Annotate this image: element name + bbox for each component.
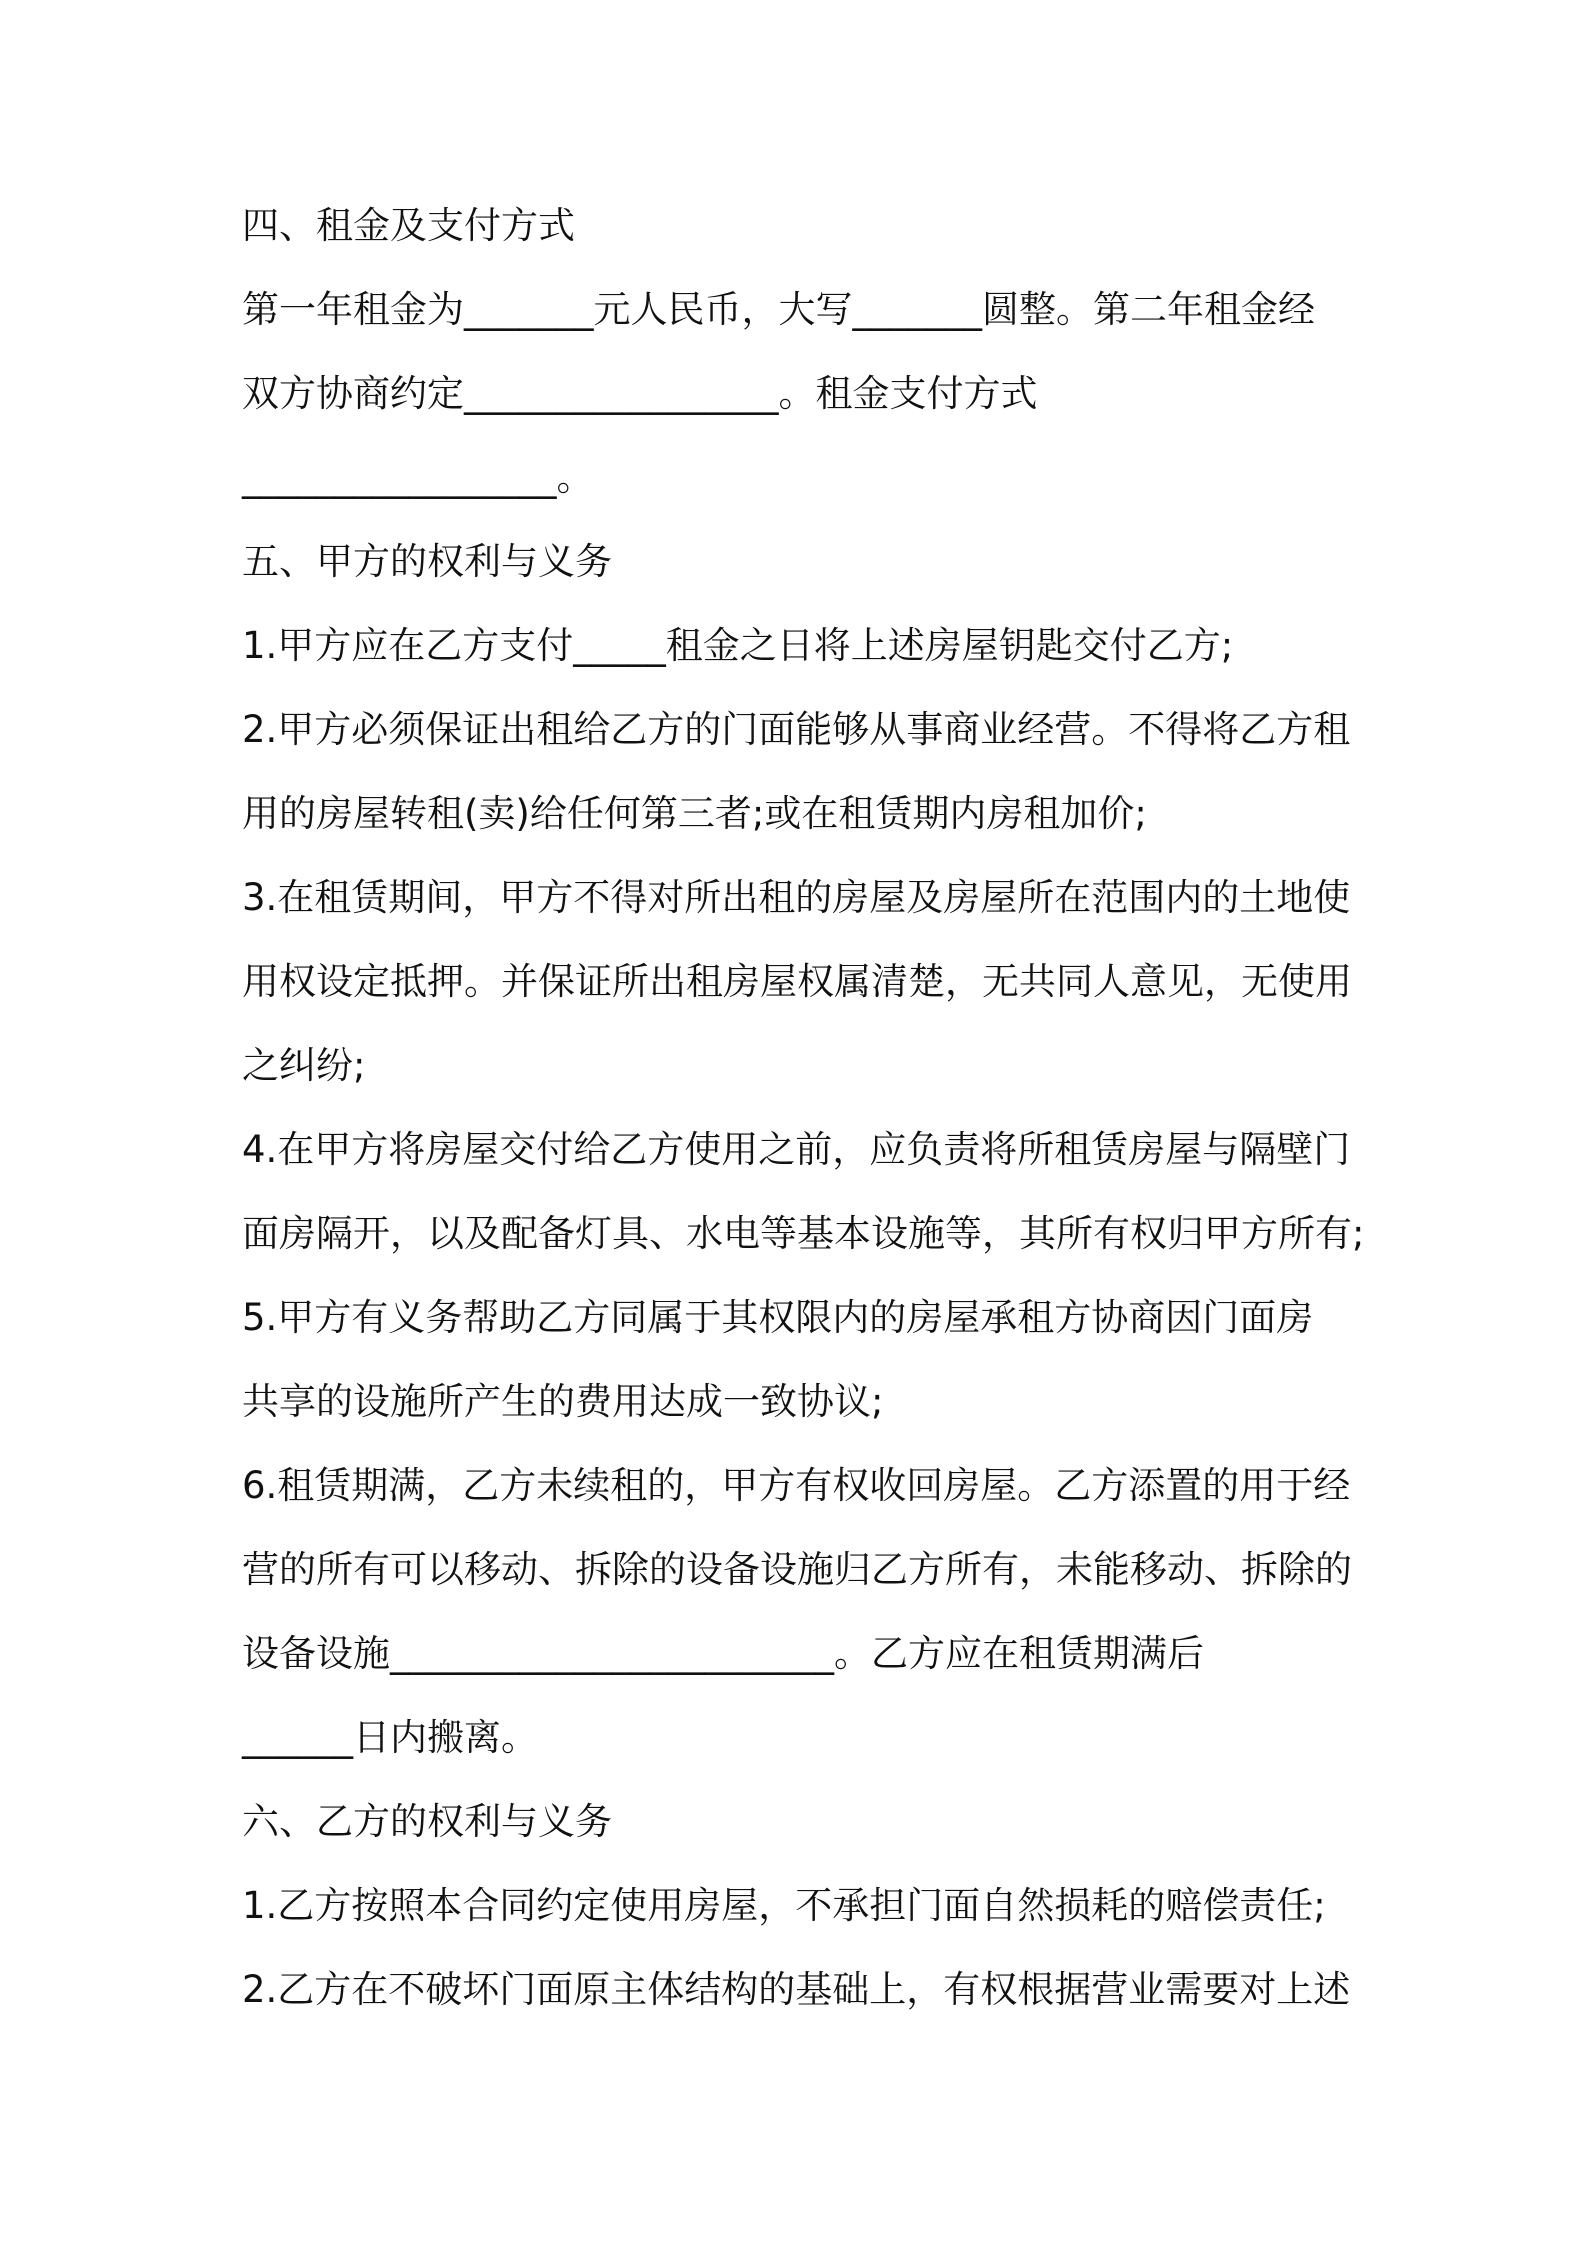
- section-heading-rent: 四、租金及支付方式: [242, 204, 575, 247]
- clause-line: 1.乙方按照本合同约定使用房屋，不承担门面自然损耗的赔偿责任;: [242, 1884, 1326, 1927]
- clause-line: 设备设施________________________。乙方应在租赁期满后: [242, 1632, 1204, 1675]
- paragraph-line: 第一年租金为_______元人民币，大写_______圆整。第二年租金经: [242, 288, 1315, 331]
- clause-line: 之纠纷;: [242, 1044, 366, 1087]
- clause-line: 4.在甲方将房屋交付给乙方使用之前，应负责将所租赁房屋与隔壁门: [242, 1128, 1351, 1171]
- clause-line: 5.甲方有义务帮助乙方同属于其权限内的房屋承租方协商因门面房: [242, 1296, 1314, 1339]
- paragraph-line: _________________。: [242, 456, 594, 499]
- contract-page: [242, 200, 1365, 2048]
- clause-line: 2.甲方必须保证出租给乙方的门面能够从事商业经营。不得将乙方租: [242, 708, 1351, 751]
- clause-line: 3.在租赁期间，甲方不得对所出租的房屋及房屋所在范围内的土地使: [242, 876, 1351, 919]
- section-heading-party-a: 五、甲方的权利与义务: [242, 540, 612, 583]
- clause-line: ______日内搬离。: [242, 1716, 538, 1759]
- clause-line: 1.甲方应在乙方支付_____租金之日将上述房屋钥匙交付乙方;: [242, 624, 1234, 667]
- clause-line: 面房隔开，以及配备灯具、水电等基本设施等，其所有权归甲方所有;: [242, 1212, 1365, 1255]
- clause-line: 用权设定抵押。并保证所出租房屋权属清楚，无共同人意见，无使用: [242, 960, 1352, 1003]
- paragraph-line: 双方协商约定_________________。租金支付方式: [242, 372, 1038, 415]
- clause-line: 用的房屋转租(卖)给任何第三者;或在租赁期内房租加价;: [242, 792, 1147, 835]
- clause-line: 6.租赁期满，乙方未续租的，甲方有权收回房屋。乙方添置的用于经: [242, 1464, 1351, 1507]
- section-heading-party-b: 六、乙方的权利与义务: [242, 1800, 612, 1843]
- clause-line: 共享的设施所产生的费用达成一致协议;: [242, 1380, 884, 1423]
- clause-line: 2.乙方在不破坏门面原主体结构的基础上，有权根据营业需要对上述: [242, 1968, 1351, 2011]
- clause-line: 营的所有可以移动、拆除的设备设施归乙方所有，未能移动、拆除的: [242, 1548, 1352, 1591]
